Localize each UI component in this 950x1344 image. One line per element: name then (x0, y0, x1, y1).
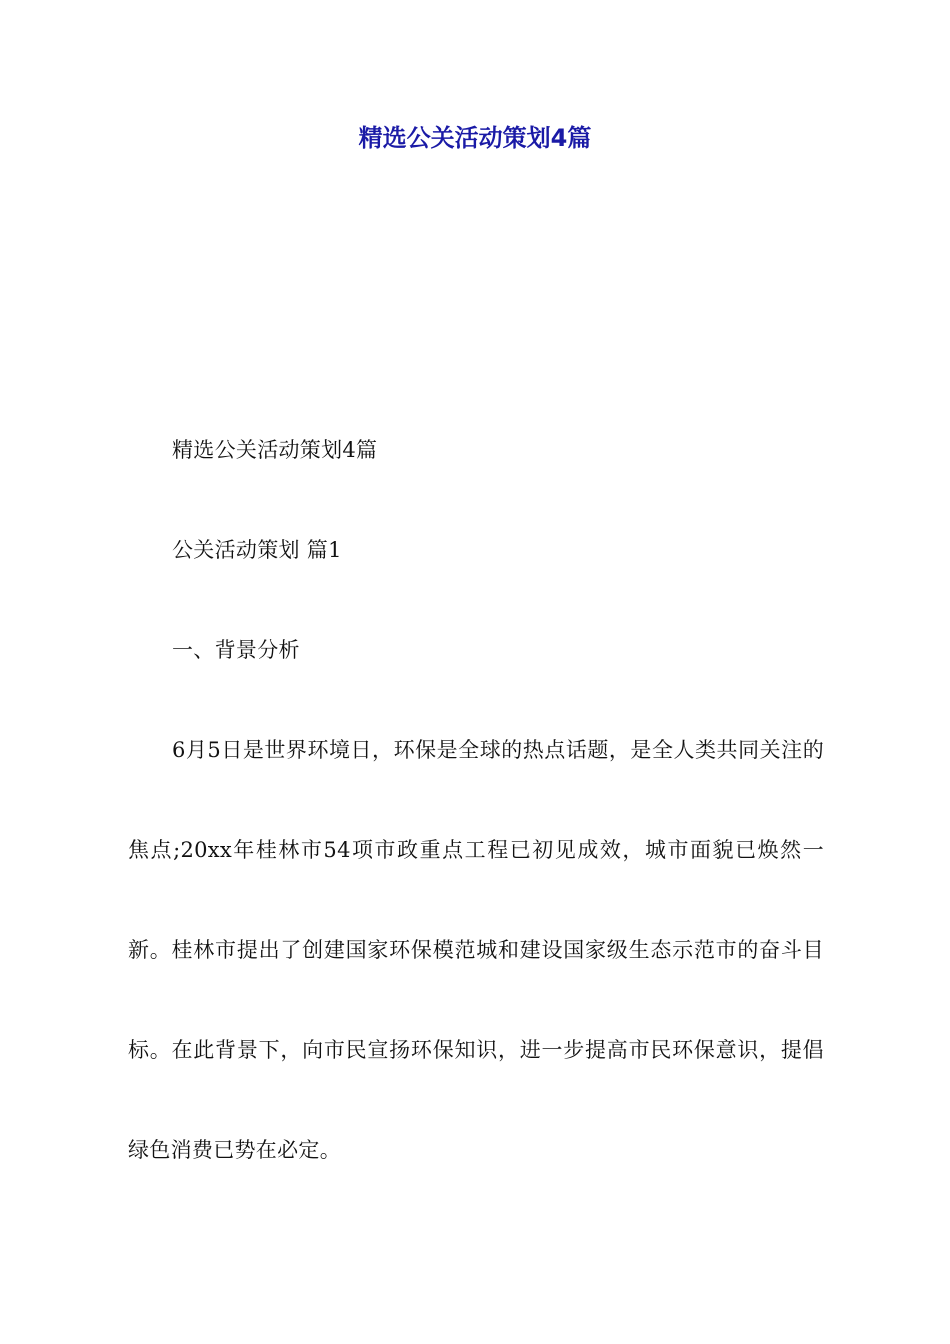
section-heading-text: 公关活动策划 篇1 (172, 538, 342, 562)
subsection-heading-text: 一、背景分析 (172, 638, 300, 662)
document-title: 精选公关活动策划4篇 (358, 124, 592, 152)
body-title-line (128, 400, 824, 500)
subsection-heading-background (128, 600, 824, 700)
section-heading-piece-1 (128, 500, 824, 600)
document-body (128, 400, 824, 1200)
body-title-text: 精选公关活动策划4篇 (172, 438, 378, 462)
background-paragraph: 6月5日是世界环境日，环保是全球的热点话题，是全人类共同关注的焦点;20xx年桂林市54项市政重点工程已初见成效，城市面貌已焕然一新。桂林市提出了创建国家环保模范城和建设国家级生态示范市的奋斗目标。在此背景下，向市民宣扬环保知识，进一步提高市民环保意识，提倡绿色消费已势在必定。 (128, 738, 824, 1162)
